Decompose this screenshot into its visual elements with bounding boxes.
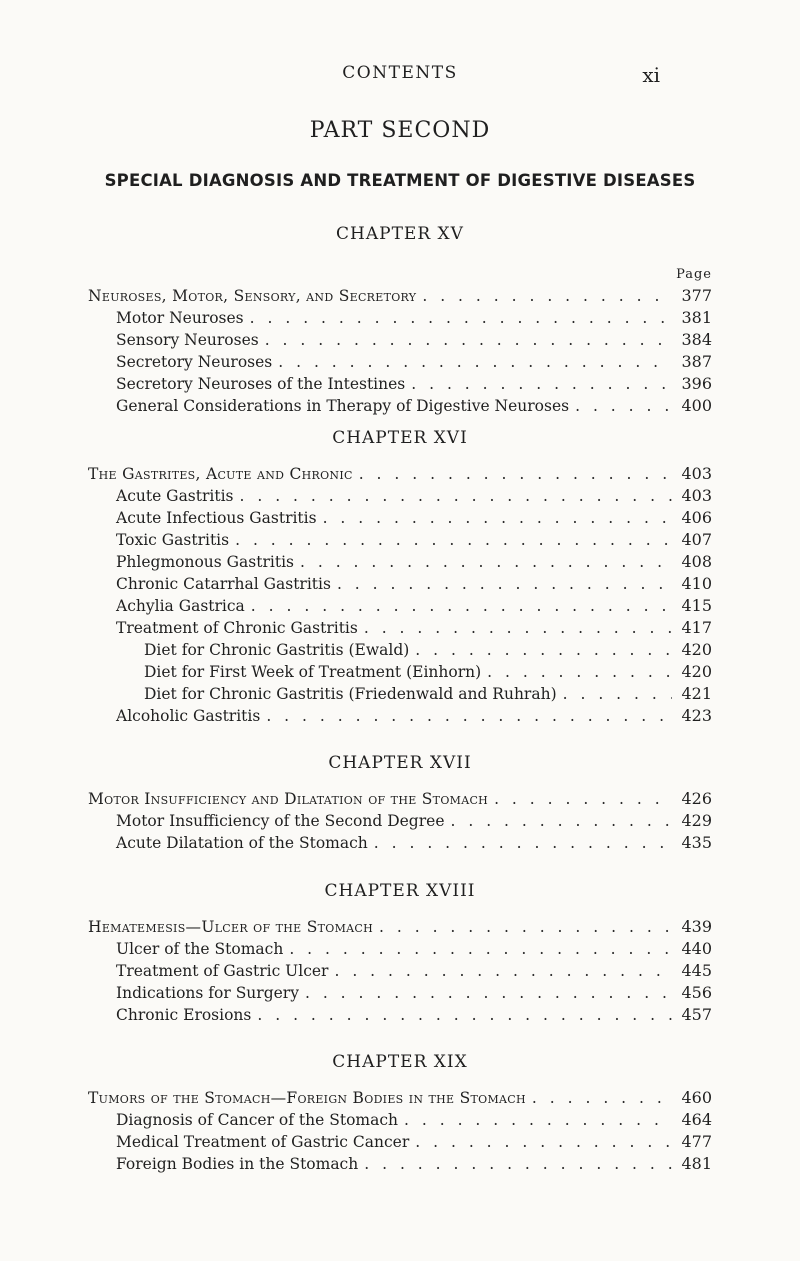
dot-leader bbox=[257, 1004, 672, 1026]
toc-entry-title: Sensory Neuroses bbox=[116, 331, 259, 349]
toc-entry-page-number: 426 bbox=[681, 789, 712, 808]
toc-entry bbox=[88, 529, 712, 551]
toc-entry-page-number: 377 bbox=[681, 286, 712, 305]
toc-entry-page-number: 464 bbox=[681, 1110, 712, 1129]
chapter-xv bbox=[88, 224, 712, 417]
toc-entry-title: Diet for Chronic Gastritis (Friedenwald and Ruhrah) bbox=[144, 685, 557, 703]
toc-entry-title: Indications for Surgery bbox=[116, 984, 299, 1002]
toc-entry-title: Toxic Gastritis bbox=[116, 531, 230, 549]
toc-entry bbox=[88, 329, 712, 351]
toc-entry bbox=[88, 551, 712, 573]
toc-entry bbox=[88, 960, 712, 982]
toc-entry-title: The Gastrites, Acute and Chronic bbox=[88, 465, 353, 483]
toc-entry bbox=[88, 595, 712, 617]
chapter-xvi bbox=[88, 428, 712, 727]
toc-entry-page-number: 481 bbox=[681, 1154, 712, 1173]
toc-entry-page-number: 384 bbox=[681, 330, 712, 349]
toc-entry-title: Medical Treatment of Gastric Cancer bbox=[116, 1133, 410, 1151]
toc-entry-page-number: 477 bbox=[681, 1132, 712, 1151]
dot-leader bbox=[323, 507, 672, 529]
toc-entry bbox=[88, 982, 712, 1004]
toc-entry-title: Tumors of the Stomach—Foreign Bodies in the Stomach bbox=[88, 1089, 526, 1107]
toc-entry-page-number: 421 bbox=[681, 684, 712, 703]
dot-leader bbox=[289, 938, 672, 960]
toc-entry-page-number: 460 bbox=[681, 1088, 712, 1107]
toc-entry bbox=[88, 285, 712, 307]
chapter-heading: CHAPTER XV bbox=[336, 224, 464, 244]
toc-entry-title: Secretory Neuroses bbox=[116, 353, 273, 371]
toc-entry-page-number: 410 bbox=[681, 574, 712, 593]
toc-entry-page-number: 440 bbox=[681, 939, 712, 958]
toc-entry bbox=[88, 788, 712, 810]
toc-entry-title: Chronic Catarrhal Gastritis bbox=[116, 575, 331, 593]
dot-leader bbox=[337, 573, 672, 595]
toc-entry bbox=[88, 485, 712, 507]
dot-leader bbox=[300, 551, 672, 573]
toc-entry bbox=[88, 683, 712, 705]
toc-entry bbox=[88, 1153, 712, 1175]
toc-entry bbox=[88, 705, 712, 727]
dot-leader bbox=[240, 485, 673, 507]
toc-entry bbox=[88, 617, 712, 639]
toc-entry-title: Diet for First Week of Treatment (Einhorn) bbox=[144, 663, 482, 681]
toc-entry-title: Acute Gastritis bbox=[116, 487, 234, 505]
chapter-heading: CHAPTER XVII bbox=[328, 753, 472, 773]
toc-entry-title: Chronic Erosions bbox=[116, 1006, 252, 1024]
toc-entry-page-number: 423 bbox=[681, 706, 712, 725]
toc-entry-page-number: 407 bbox=[681, 530, 712, 549]
toc-entry-page-number: 387 bbox=[681, 352, 712, 371]
chapter-xix bbox=[88, 1052, 712, 1175]
toc-entry bbox=[88, 351, 712, 373]
toc-entry-title: Achylia Gastrica bbox=[116, 597, 245, 615]
toc-entry bbox=[88, 373, 712, 395]
toc-entry-page-number: 400 bbox=[681, 396, 712, 415]
toc-entry-title: Motor Neuroses bbox=[116, 309, 244, 327]
toc-entry-title: Motor Insufficiency and Dilatation of the Stomach bbox=[88, 790, 489, 808]
toc-entry bbox=[88, 507, 712, 529]
toc-entry bbox=[88, 661, 712, 683]
toc-entry-page-number: 415 bbox=[681, 596, 712, 615]
toc-entry-title: Treatment of Gastric Ulcer bbox=[116, 962, 329, 980]
dot-leader bbox=[251, 595, 672, 617]
toc-entry bbox=[88, 810, 712, 832]
toc-entry bbox=[88, 573, 712, 595]
part-title: PART SECOND bbox=[309, 118, 491, 143]
toc-entry-title: Acute Dilatation of the Stomach bbox=[116, 834, 368, 852]
toc-entry bbox=[88, 1131, 712, 1153]
toc-entry bbox=[88, 307, 712, 329]
dot-leader bbox=[334, 960, 672, 982]
page-folio: xi bbox=[642, 63, 660, 87]
toc-entry bbox=[88, 832, 712, 854]
dot-leader bbox=[359, 463, 672, 485]
toc-entry-page-number: 403 bbox=[681, 464, 712, 483]
toc-entry-title: Diet for Chronic Gastritis (Ewald) bbox=[144, 641, 410, 659]
dot-leader bbox=[305, 982, 672, 1004]
toc-entry-title: Ulcer of the Stomach bbox=[116, 940, 284, 958]
toc-entry-page-number: 456 bbox=[681, 983, 712, 1002]
dot-leader bbox=[563, 683, 672, 705]
dot-leader bbox=[415, 639, 672, 661]
dot-leader bbox=[494, 788, 672, 810]
chapter-entries bbox=[88, 1087, 712, 1175]
toc-entry-page-number: 457 bbox=[681, 1005, 712, 1024]
toc-entry bbox=[88, 1004, 712, 1026]
toc-entry bbox=[88, 463, 712, 485]
toc-entry-title: Acute Infectious Gastritis bbox=[116, 509, 317, 527]
chapter-xviii bbox=[88, 881, 712, 1026]
toc-entry-title: Phlegmonous Gastritis bbox=[116, 553, 294, 571]
toc-entry-title: Hematemesis—Ulcer of the Stomach bbox=[88, 918, 374, 936]
toc-entry-title: Treatment of Chronic Gastritis bbox=[116, 619, 358, 637]
running-head bbox=[0, 63, 800, 87]
toc-entry bbox=[88, 395, 712, 417]
toc-entry-title: General Considerations in Therapy of Digestive Neuroses bbox=[116, 397, 570, 415]
dot-leader bbox=[404, 1109, 672, 1131]
section-title: SPECIAL DIAGNOSIS AND TREATMENT OF DIGESTIVE DISEASES bbox=[104, 171, 696, 190]
dot-leader bbox=[278, 351, 672, 373]
dot-leader bbox=[235, 529, 672, 551]
dot-leader bbox=[487, 661, 672, 683]
toc-entry-page-number: 403 bbox=[681, 486, 712, 505]
toc-entry-page-number: 420 bbox=[681, 640, 712, 659]
toc-entry-page-number: 417 bbox=[681, 618, 712, 637]
chapter-entries bbox=[88, 788, 712, 854]
toc-entry-page-number: 429 bbox=[681, 811, 712, 830]
chapter-entries bbox=[88, 916, 712, 1026]
dot-leader bbox=[451, 810, 673, 832]
toc-entry bbox=[88, 1087, 712, 1109]
toc-entry-page-number: 408 bbox=[681, 552, 712, 571]
page-column-label: Page bbox=[676, 267, 712, 282]
dot-leader bbox=[250, 307, 672, 329]
chapter-heading: CHAPTER XVI bbox=[332, 428, 468, 448]
chapter-xvii bbox=[88, 753, 712, 854]
toc-entry-title: Secretory Neuroses of the Intestines bbox=[116, 375, 406, 393]
toc-entry-title: Motor Insufficiency of the Second Degree bbox=[116, 812, 445, 830]
dot-leader bbox=[575, 395, 672, 417]
dot-leader bbox=[422, 285, 672, 307]
chapter-heading: CHAPTER XIX bbox=[332, 1052, 468, 1072]
dot-leader bbox=[379, 916, 672, 938]
toc-entry bbox=[88, 938, 712, 960]
toc-entry-page-number: 381 bbox=[681, 308, 712, 327]
toc-entry-title: Neuroses, Motor, Sensory, and Secretory bbox=[88, 287, 417, 305]
chapter-heading: CHAPTER XVIII bbox=[324, 881, 476, 901]
dot-leader bbox=[532, 1087, 672, 1109]
dot-leader bbox=[364, 617, 672, 639]
toc-entry-page-number: 420 bbox=[681, 662, 712, 681]
dot-leader bbox=[415, 1131, 672, 1153]
toc-entry bbox=[88, 639, 712, 661]
dot-leader bbox=[364, 1153, 672, 1175]
toc-entry bbox=[88, 916, 712, 938]
toc-entry bbox=[88, 1109, 712, 1131]
toc-entry-title: Alcoholic Gastritis bbox=[116, 707, 261, 725]
toc-entry-page-number: 396 bbox=[681, 374, 712, 393]
toc-entry-page-number: 435 bbox=[681, 833, 712, 852]
running-title: CONTENTS bbox=[342, 63, 458, 83]
dot-leader bbox=[411, 373, 672, 395]
chapter-entries bbox=[88, 463, 712, 727]
chapter-entries bbox=[88, 285, 712, 417]
toc-entry-page-number: 439 bbox=[681, 917, 712, 936]
toc-entry-title: Diagnosis of Cancer of the Stomach bbox=[116, 1111, 399, 1129]
toc-entry-title: Foreign Bodies in the Stomach bbox=[116, 1155, 359, 1173]
dot-leader bbox=[266, 705, 672, 727]
toc-entry-page-number: 445 bbox=[681, 961, 712, 980]
dot-leader bbox=[265, 329, 672, 351]
toc-entry-page-number: 406 bbox=[681, 508, 712, 527]
dot-leader bbox=[374, 832, 672, 854]
